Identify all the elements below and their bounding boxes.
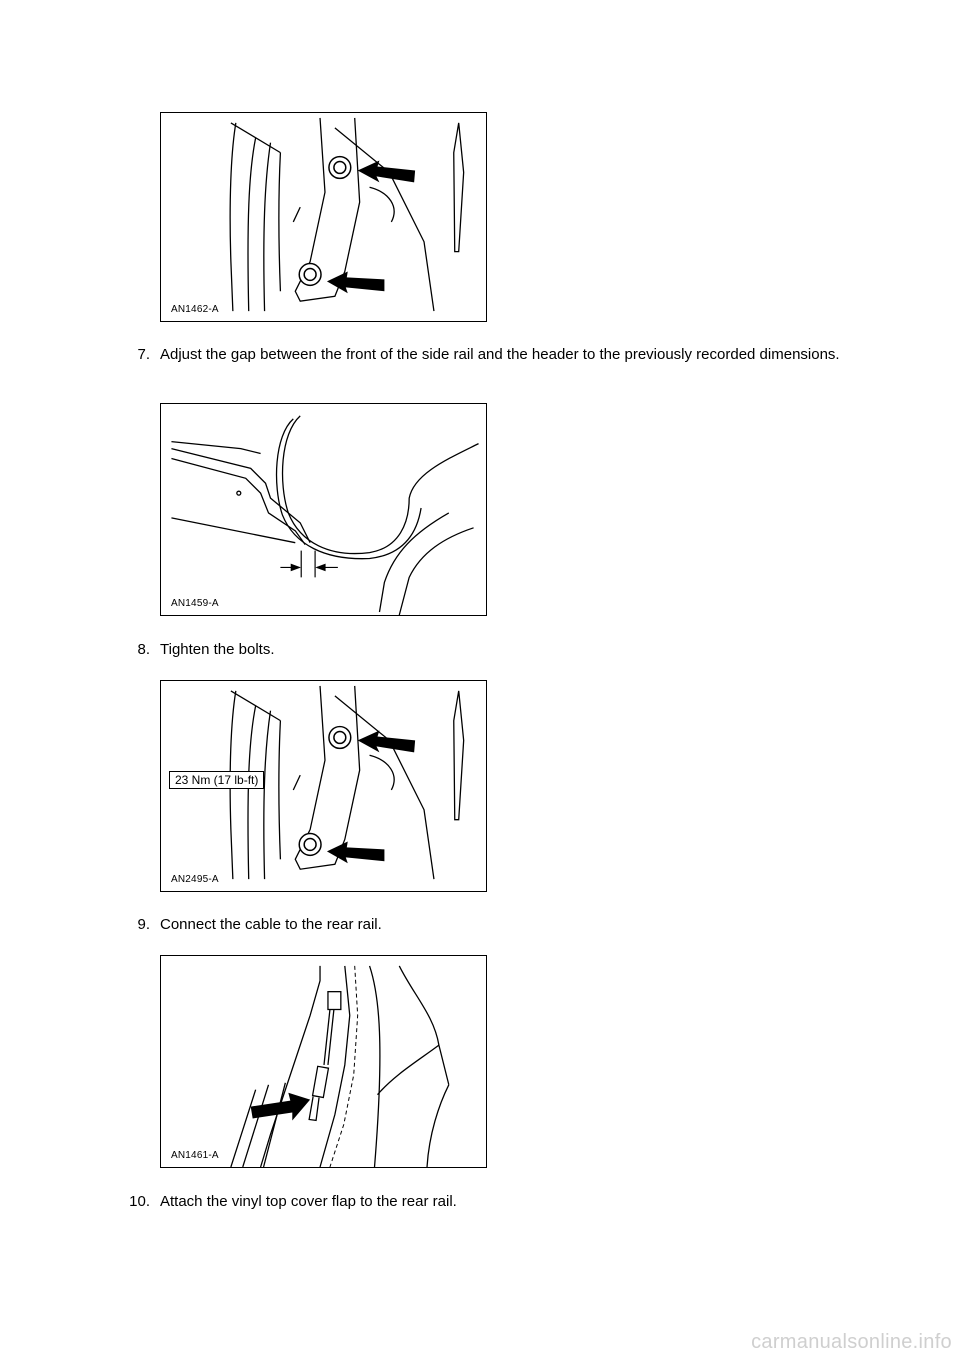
step-9	[110, 915, 830, 935]
figure-id: AN1462-A	[171, 304, 219, 315]
step-text: Tighten the bolts.	[160, 641, 275, 658]
figure-id: AN1461-A	[171, 1150, 219, 1161]
lower-bolt-icon	[299, 834, 321, 856]
upper-bolt-icon	[329, 727, 351, 749]
side-rail-gap-illustration	[161, 404, 486, 615]
step-8	[110, 640, 830, 660]
step-text: Adjust the gap between the front of the side rail and the header to the previously recorded dimensions.	[160, 346, 840, 363]
site-watermark: carmanualsonline.info	[751, 1331, 952, 1353]
arrow-icon	[251, 1093, 310, 1121]
arrow-lower-icon	[327, 271, 384, 293]
figure-an1462	[160, 112, 487, 322]
step-number: 7.	[137, 346, 150, 363]
step-7	[110, 345, 840, 385]
arrow-upper-icon	[358, 161, 415, 183]
figure-id: AN1459-A	[171, 598, 219, 609]
figure-id: AN2495-A	[171, 874, 219, 885]
cable-icon	[309, 992, 341, 1121]
torque-callout: 23 Nm (17 lb-ft)	[169, 771, 264, 789]
step-number: 10.	[129, 1193, 150, 1210]
step-text: Connect the cable to the rear rail.	[160, 916, 382, 933]
side-rail-bolts-illustration	[161, 113, 486, 321]
step-number: 9.	[137, 916, 150, 933]
step-number: 8.	[137, 641, 150, 658]
step-text: Attach the vinyl top cover flap to the rear rail.	[160, 1193, 457, 1210]
arrow-upper-icon	[358, 731, 415, 753]
figure-an2495	[160, 680, 487, 892]
upper-bolt-icon	[329, 157, 351, 179]
rear-rail-cable-illustration	[161, 956, 486, 1167]
lower-bolt-icon	[299, 264, 321, 286]
figure-an1459	[160, 403, 487, 616]
arrow-lower-icon	[327, 841, 384, 863]
step-10	[110, 1192, 830, 1212]
figure-an1461	[160, 955, 487, 1168]
